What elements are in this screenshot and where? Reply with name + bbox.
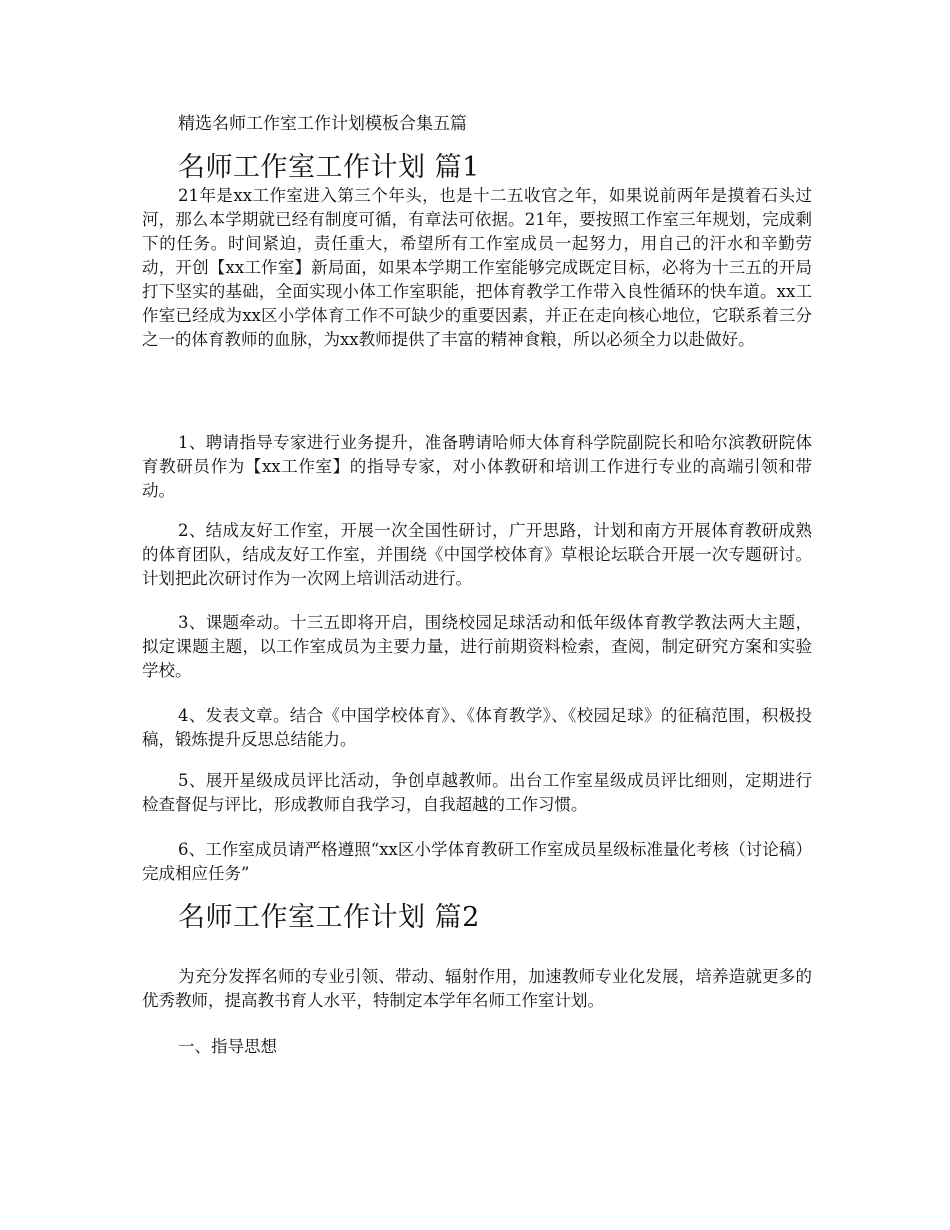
- paragraph-item-5: 5、展开星级成员评比活动，争创卓越教师。出台工作室星级成员评比细则，定期进行检查督促与评比，形成教师自我学习，自我超越的工作习惯。: [142, 771, 812, 814]
- paragraph-item-3: 3、课题牵动。十三五即将开启，围绕校园足球活动和低年级体育教学教法两大主题，拟定课题主题，以工作室成员为主要力量，进行前期资料检索，查阅，制定研究方案和实验学校。: [142, 613, 812, 680]
- document-title: 精选名师工作室工作计划模板合集五篇: [178, 114, 467, 134]
- paragraph-item-6: 6、工作室成员请严格遵照“xx区小学体育教研工作室成员星级标准量化考核（讨论稿）完成相应任务”: [142, 840, 812, 883]
- paragraph-item-1: 1、聘请指导专家进行业务提升，准备聘请哈师大体育科学院副院长和哈尔滨教研院体育教研员作为【xx工作室】的指导专家，对小体教研和培训工作进行专业的高端引领和带动。: [142, 433, 812, 500]
- section-heading-2: 名师工作室工作计划 篇2: [178, 902, 480, 933]
- paragraph-intro: 21年是xx工作室进入第三个年头，也是十二五收官之年，如果说前两年是摸着石头过河，那么本学期就已经有制度可循，有章法可依据。21年，要按照工作室三年规划，完成剩下的任务。时间紧迫，责任重大，希望所有工作室成员一起努力，用自己的汗水和辛勤劳动，开创【xx工作室】新局面，如果本学期工作室能够完成既定目标，必将为十三五的开局打下坚实的基础，全面实现小体工作室职能，把体育教学工作带入良性循环的快车道。xx工作室已经成为xx区小学体育工作不可缺少的重要因素，并正在走向核心地位，它联系着三分之一的体育教师的血脉，为xx教师提供了丰富的精神食粮，所以必须全力以赴做好。: [142, 186, 812, 349]
- paragraph-item-4: 4、发表文章。结合《中国学校体育》、《体育教学》、《校园足球》的征稿范围，积极投稿，锻炼提升反思总结能力。: [142, 706, 812, 749]
- paragraph-intro-2: 为充分发挥名师的专业引领、带动、辐射作用，加速教师专业化发展，培养造就更多的优秀教师，提高教书育人水平，特制定本学年名师工作室计划。: [142, 967, 812, 1010]
- paragraph-item-2: 2、结成友好工作室，开展一次全国性研讨，广开思路，计划和南方开展体育教研成熟的体育团队，结成友好工作室，并围绕《中国学校体育》草根论坛联合开展一次专题研讨。计划把此次研讨作为一次网上培训活动进行。: [142, 521, 812, 588]
- section-heading-1: 名师工作室工作计划 篇1: [178, 152, 480, 183]
- subheading-guiding-ideology: 一、指导思想: [178, 1037, 277, 1056]
